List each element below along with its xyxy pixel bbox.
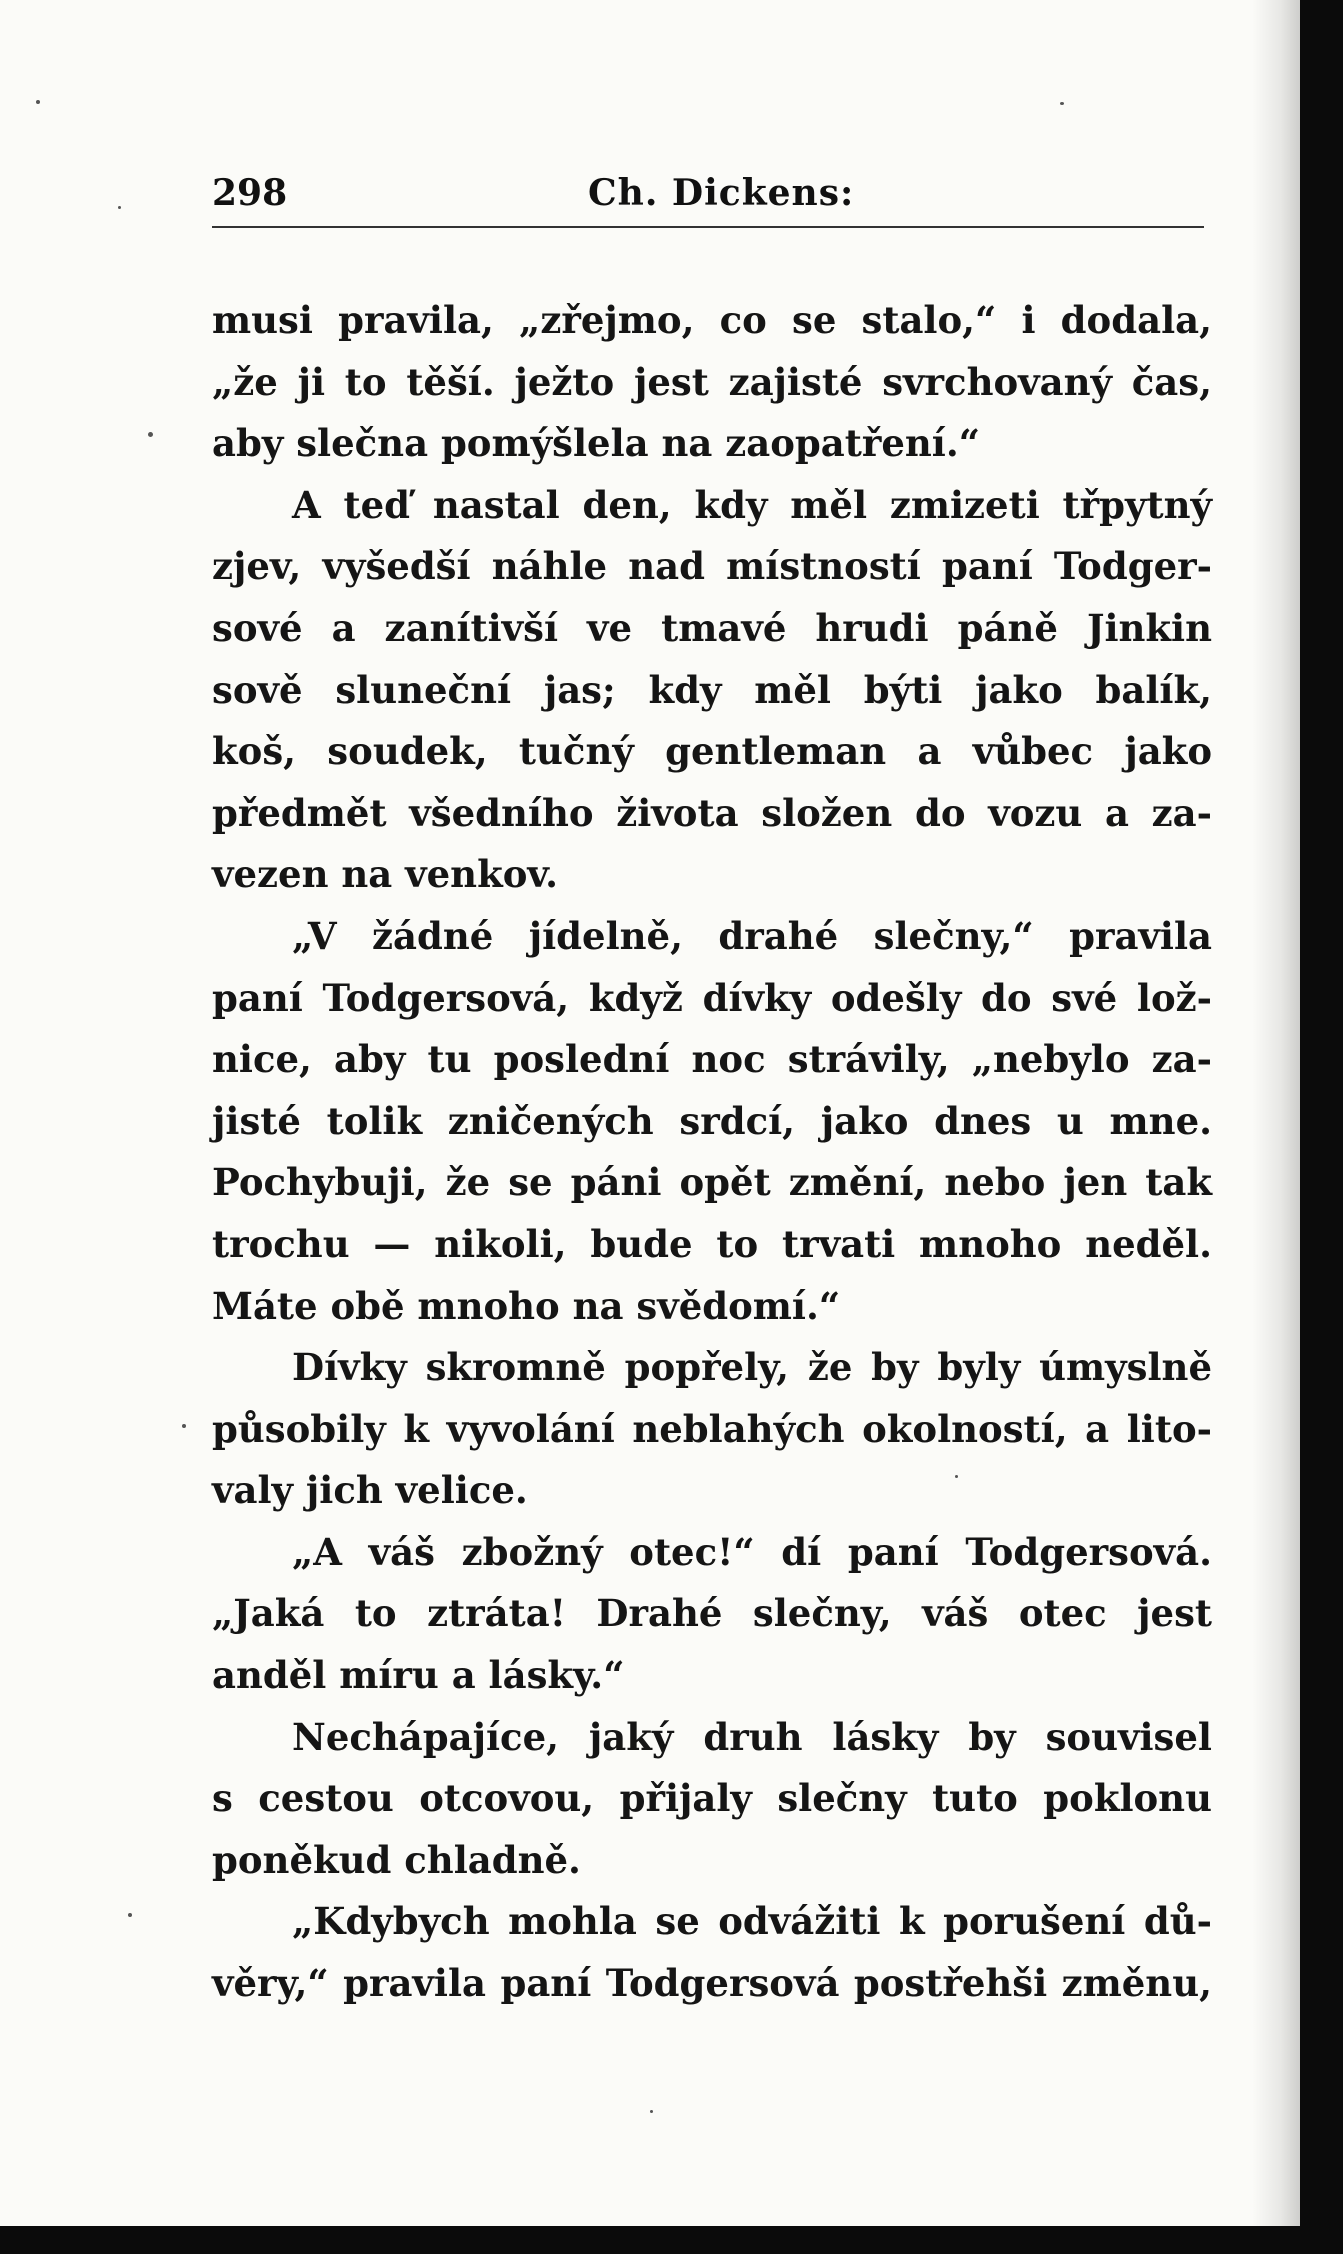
scan-speck <box>128 1913 132 1917</box>
text-line: Dívky skromně popřely, že by byly úmyslně <box>292 1345 1212 1390</box>
text-line: aby slečna pomýšlela na zaopatření.“ <box>212 421 980 466</box>
text-line: působily k vyvolání neblahých okolností, a lito- <box>212 1406 1212 1451</box>
text-line: předmět všedního života složen do vozu a za- <box>212 790 1212 835</box>
page-header <box>212 172 1204 220</box>
page-edge-shadow <box>1252 0 1300 2226</box>
text-line: jisté tolik zničených srdcí, jako dnes u mne. <box>212 1098 1212 1143</box>
scan-speck <box>118 206 121 209</box>
body-text <box>212 290 1212 2015</box>
header-rule <box>212 226 1204 228</box>
text-line: vezen na venkov. <box>212 852 559 897</box>
text-line: anděl míru a lásky.“ <box>212 1653 625 1698</box>
text-line: „Kdybych mohla se odvážiti k porušení dů- <box>292 1899 1212 1944</box>
text-line: valy jich velice. <box>212 1468 528 1513</box>
text-line: Máte obě mnoho na svědomí.“ <box>212 1283 841 1328</box>
text-line: Pochybuji, že se páni opět změní, nebo jen tak <box>212 1160 1212 1205</box>
scan-speck <box>36 100 40 104</box>
text-line: „V žádné jídelně, drahé slečny,“ pravila <box>292 913 1212 958</box>
scan-speck <box>1060 102 1064 105</box>
text-line: paní Todgersová, když dívky odešly do své lož- <box>212 975 1212 1020</box>
scan-speck <box>650 2110 653 2113</box>
text-line: A teď nastal den, kdy měl zmizeti třpytný <box>292 482 1212 527</box>
text-line: Nechápajíce, jaký druh lásky by souvisel <box>292 1714 1212 1759</box>
text-line: trochu — nikoli, bude to trvati mnoho neděl. <box>212 1221 1212 1266</box>
text-line: zjev, vyšedší náhle nad místností paní Todger- <box>212 544 1212 589</box>
text-line: „A váš zbožný otec!“ dí paní Todgersová. <box>292 1529 1212 1574</box>
text-line: „Jaká to ztráta! Drahé slečny, váš otec jest <box>212 1591 1212 1636</box>
text-line: poněkud chladně. <box>212 1837 581 1882</box>
page-number: 298 <box>212 172 288 214</box>
text-line: musi pravila, „zřejmo, co se stalo,“ i dodala, <box>212 298 1212 342</box>
text-line: koš, soudek, tučný gentleman a vůbec jako <box>212 729 1212 774</box>
text-line: nice, aby tu poslední noc strávily, „nebylo za- <box>212 1037 1212 1082</box>
text-line: s cestou otcovou, přijaly slečny tuto poklonu <box>212 1776 1212 1821</box>
scan-speck <box>148 432 153 437</box>
text-line: sově sluneční jas; kdy měl býti jako balík, <box>212 667 1212 712</box>
running-title: Ch. Dickens: <box>588 172 855 214</box>
scan-speck <box>182 1424 186 1428</box>
text-line: sové a zanítivší ve tmavé hrudi páně Jinkin <box>212 605 1212 650</box>
text-line: věry,“ pravila paní Todgersová postřehši změnu, <box>212 1961 1212 2006</box>
text-line: „že ji to těší. ježto jest zajisté svrchovaný čas, <box>212 359 1212 404</box>
scan-speck <box>955 1475 958 1478</box>
